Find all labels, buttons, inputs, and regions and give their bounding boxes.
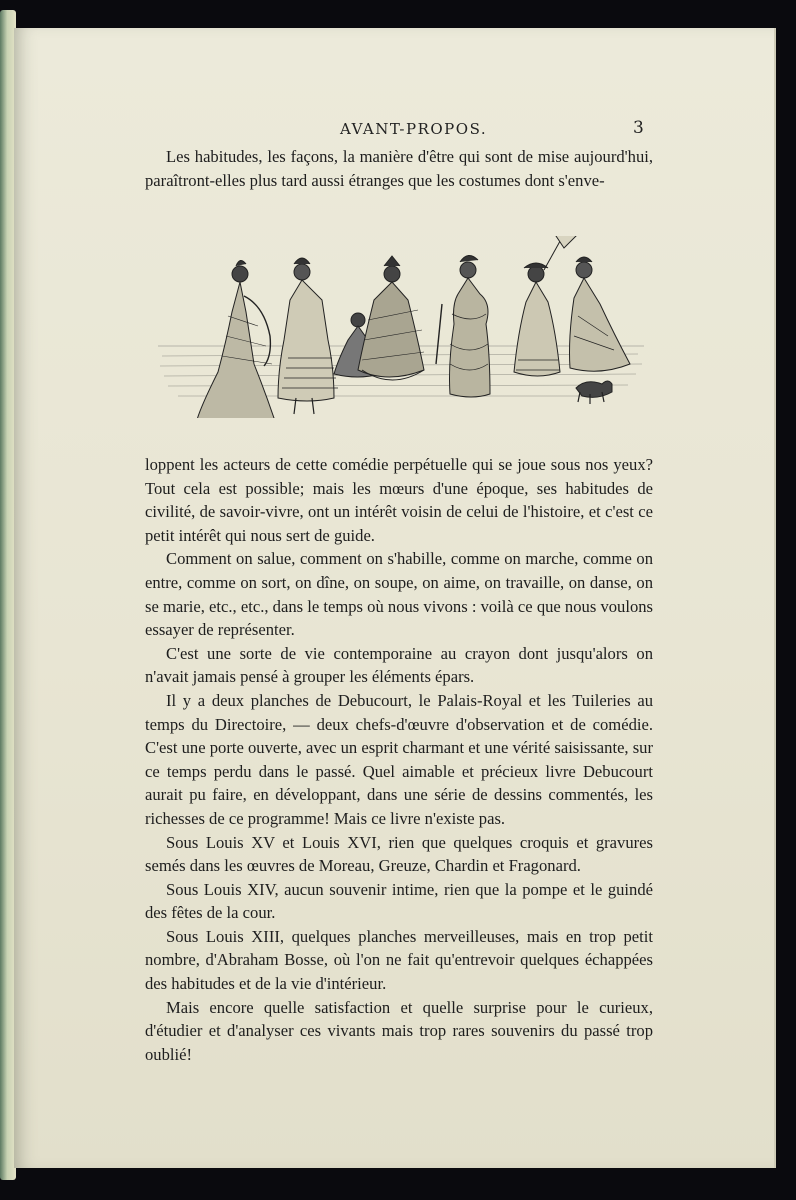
paragraph-3: C'est une sorte de vie contemporaine au crayon dont jusqu'alors on n'avait jamais pensé à grouper les éléments épars. <box>145 643 653 687</box>
paragraph-top: Les habitudes, les façons, la manière d'être qui sont de mise aujourd'hui, paraîtront-elles plus tard aussi étranges que les costumes dont s'enve- <box>145 147 653 190</box>
paragraph-2: Comment on salue, comment on s'habille, comme on marche, comme on entre, comme on sort, on dîne, on soupe, on aime, on travaille, on danse, on se marie, etc., etc., dans le temps où nous vivons : voilà ce que nous voulons essayer de représenter. <box>145 549 653 640</box>
top-text <box>145 145 653 192</box>
engraving-of-fashionable-women-strolling-icon <box>158 236 644 418</box>
paragraph-4: Il y a deux planches de Debucourt, le Palais-Royal et les Tuileries au temps du Directoire, — deux chefs-d'œuvre d'observation et de comédie. C'est une porte ouverte, avec un esprit charmant et une vérité saisissante, sur ce temps perdu dans le passé. Quel aimable et précieux livre Debucourt aurait pu faire, en développant, dans une série de dessins commentés, les richesses de ce programme! Mais ce livre n'existe pas. <box>145 690 654 828</box>
paragraph-6: Sous Louis XIV, aucun souvenir intime, rien que la pompe et le guindé des fêtes de la cour. <box>145 879 653 923</box>
paragraph-8: Mais encore quelle satisfaction et quelle surprise pour le curieux, d'étudier et d'analyser ces vivants mais trop rares souvenirs du passé trop oublié! <box>145 997 653 1064</box>
paragraph-1: loppent les acteurs de cette comédie perpétuelle qui se joue sous nos yeux? Tout cela est possible; mais les mœurs d'une époque, ses habitudes de civilité, de savoir-vivre, ont un intérêt voisin de celui de l'histoire, et c'est ce petit intérêt qui nous sert de guide. <box>145 455 653 545</box>
page-number: 3 <box>633 118 644 138</box>
paragraph-5: Sous Louis XV et Louis XVI, rien que quelques croquis et gravures semés dans les œuvres de Moreau, Greuze, Chardin et Fragonard. <box>145 832 653 876</box>
paragraph-7: Sous Louis XIII, quelques planches merveilleuses, mais en trop petit nombre, d'Abraham Bosse, où l'on ne fait qu'entrevoir quelques échappées des habitudes et de la vie d'intérieur. <box>145 926 653 994</box>
running-title: AVANT-PROPOS. <box>340 120 488 138</box>
body-text <box>145 453 653 1066</box>
